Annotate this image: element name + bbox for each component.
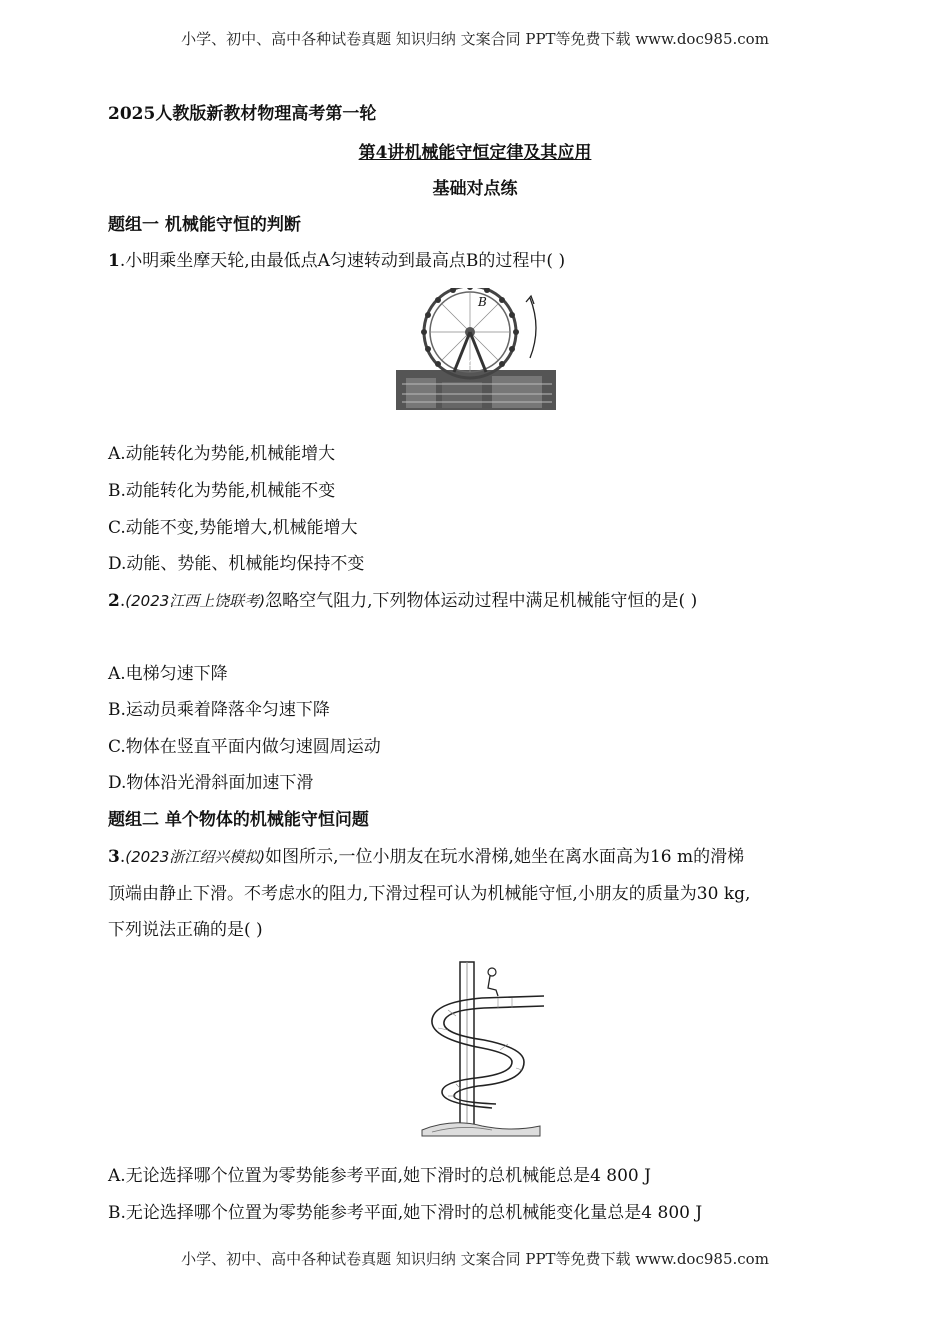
q2-source: (2023江西上饶联考) [125, 592, 266, 610]
group2-heading: 题组二 单个物体的机械能守恒问题 [108, 810, 369, 830]
q1-text: .小明乘坐摩天轮,由最低点A匀速转动到最高点B的过程中( ) [119, 251, 566, 271]
water-pool [422, 1123, 540, 1136]
q3-source: (2023浙江绍兴模拟) [125, 848, 266, 866]
q2-option-b: B.运动员乘着降落伞匀速下降 [108, 700, 330, 720]
group1-heading: 题组一 机械能守恒的判断 [108, 215, 301, 235]
q3-stem-line1: 3.(2023浙江绍兴模拟)如图所示,一位小朋友在玩水滑梯,她坐在离水面高为16 m的滑梯 [108, 847, 745, 867]
water-slide-figure [412, 958, 548, 1138]
q1-option-d: D.动能、势能、机械能均保持不变 [108, 554, 365, 574]
q1-option-a: A.动能转化为势能,机械能增大 [108, 444, 336, 464]
q1-number: 1 [108, 251, 120, 271]
point-a-label: A [466, 357, 475, 371]
page-footer: 小学、初中、高中各种试卷真题 知识归纳 文案合同 PPT等免费下载 www.doc985.com [181, 1250, 769, 1268]
q2-option-d: D.物体沿光滑斜面加速下滑 [108, 773, 314, 793]
spiral-slide [432, 996, 544, 1108]
q1-option-c: C.动能不变,势能增大,机械能增大 [108, 518, 358, 538]
q2-text: 忽略空气阻力,下列物体运动过程中满足机械能守恒的是( ) [265, 591, 698, 611]
section-subtitle: 基础对点练 [432, 179, 518, 199]
q3-stem-line3: 下列说法正确的是( ) [108, 920, 263, 940]
q2-number: 2 [108, 591, 120, 611]
q3-stem-line2: 顶端由静止下滑。不考虑水的阻力,下滑过程可认为机械能守恒,小朋友的质量为30 kg, [108, 884, 751, 904]
q1-stem [108, 250, 565, 272]
rotation-arrow [530, 298, 536, 358]
series-title: 2025人教版新教材物理高考第一轮 [108, 104, 377, 124]
q2-option-a: A.电梯匀速下降 [108, 664, 228, 684]
q2-stem: 2.(2023江西上饶联考)忽略空气阻力,下列物体运动过程中满足机械能守恒的是( ) [108, 591, 698, 611]
q2-option-c: C.物体在竖直平面内做匀速圆周运动 [108, 737, 381, 757]
point-b-label: B [478, 295, 487, 309]
lecture-title: 第4讲机械能守恒定律及其应用 [358, 143, 592, 163]
q1-option-b: B.动能转化为势能,机械能不变 [108, 481, 336, 501]
q3-text-1: 如图所示,一位小朋友在玩水滑梯,她坐在离水面高为16 m的滑梯 [265, 847, 745, 867]
child-head [488, 968, 496, 976]
q3-option-a: A.无论选择哪个位置为零势能参考平面,她下滑时的总机械能总是4 800 J [108, 1166, 651, 1186]
page-header: 小学、初中、高中各种试卷真题 知识归纳 文案合同 PPT等免费下载 www.doc985.com [181, 30, 769, 48]
ferris-wheel-figure [392, 288, 560, 412]
q3-option-b: B.无论选择哪个位置为零势能参考平面,她下滑时的总机械能变化量总是4 800 J [108, 1203, 703, 1223]
q3-number: 3 [108, 847, 120, 867]
